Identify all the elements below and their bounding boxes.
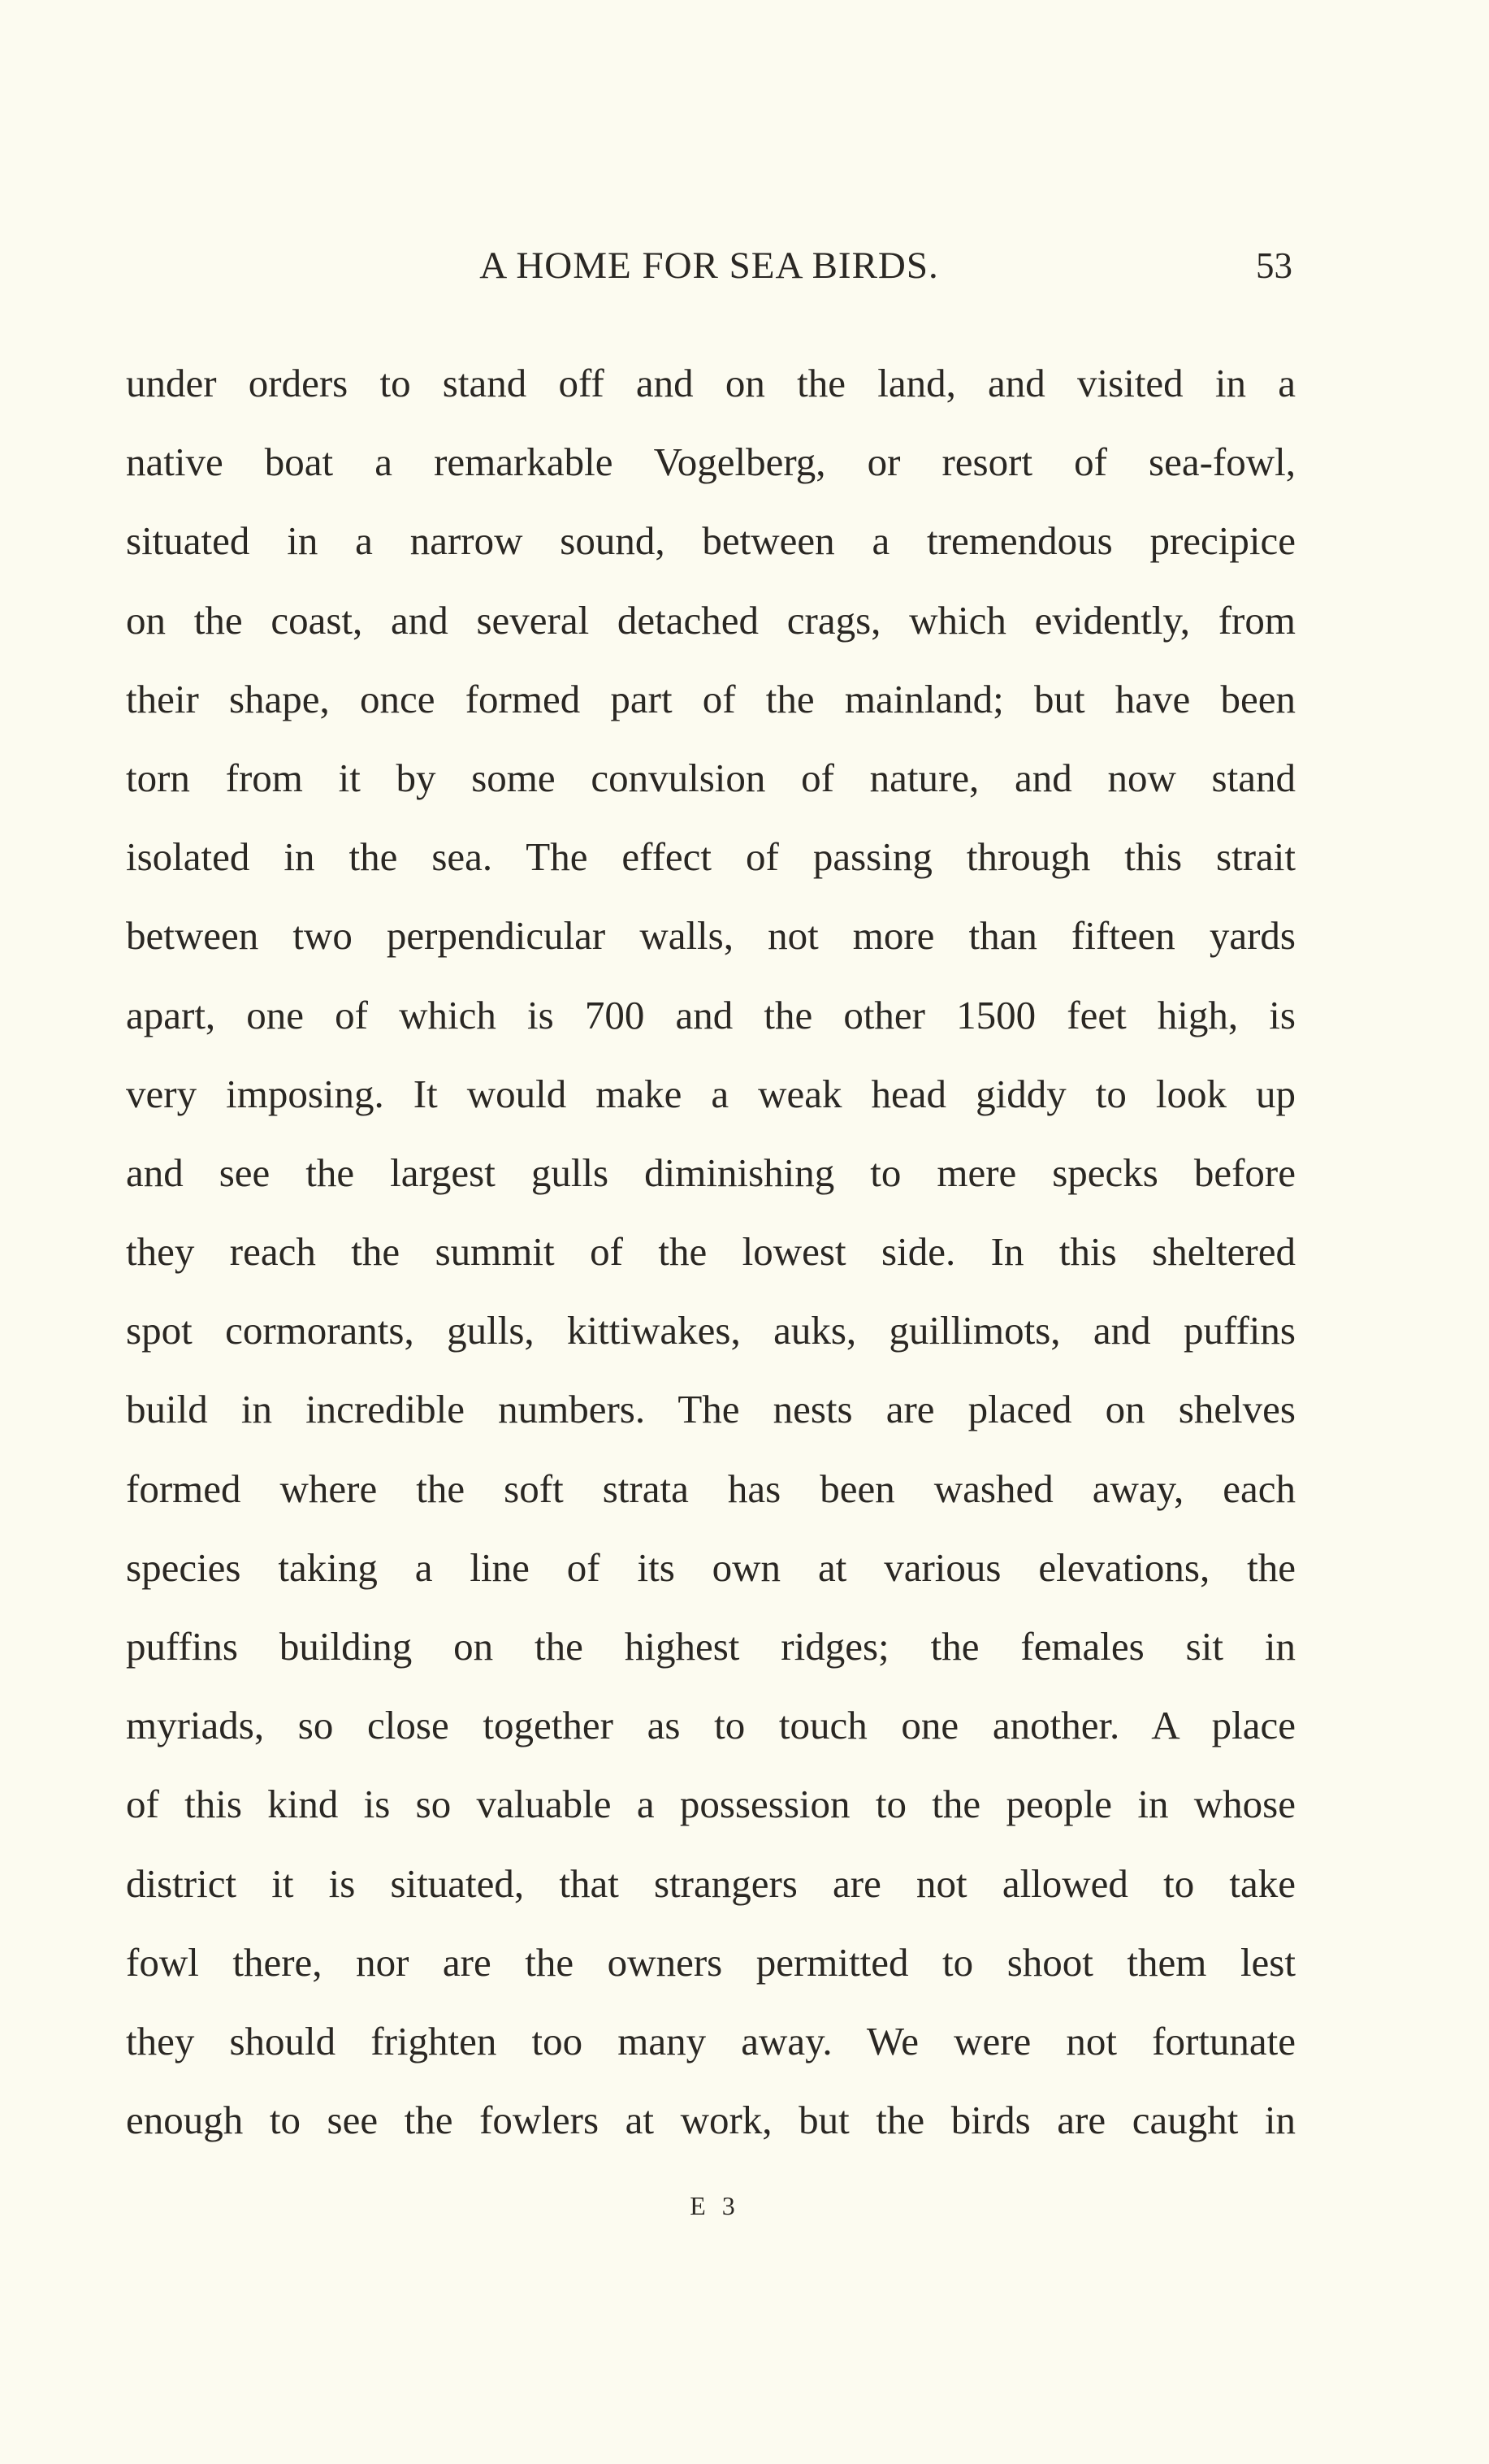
text-line: situated in a narrow sound, between a tremendous precipice: [126, 518, 1296, 564]
running-title: A HOME FOR SEA BIRDS.: [479, 245, 939, 287]
text-line: under orders to stand off and on the land, and visited in a: [126, 361, 1296, 405]
text-line: and see the largest gulls diminishing to mere specks before: [126, 1150, 1296, 1195]
text-line: native boat a remarkable Vogelberg, or resort of sea-fowl,: [126, 440, 1296, 485]
text-line: enough to see the fowlers at work, but the birds are caught in: [126, 2098, 1296, 2143]
text-line: of this kind is so valuable a possession to the people in whose: [126, 1782, 1296, 1827]
text-line: species taking a line of its own at various elevations, the: [126, 1544, 1296, 1590]
text-line: on the coast, and several detached crags, which evidently, from: [126, 597, 1296, 643]
text-line: formed where the soft strata has been washed away, each: [126, 1466, 1296, 1511]
text-line: between two perpendicular walls, not more than fifteen yards: [126, 913, 1296, 959]
text-line: torn from it by some convulsion of nature, and now stand: [126, 755, 1296, 800]
running-head: [126, 233, 1292, 298]
text-line: fowl there, nor are the owners permitted to shoot them lest: [126, 1939, 1296, 1985]
text-line: district it is situated, that strangers are not allowed to take: [126, 1860, 1296, 1906]
page-number: 53: [1256, 245, 1292, 286]
text-line: very imposing. It would make a weak head giddy to look up: [126, 1071, 1296, 1116]
text-line: spot cormorants, gulls, kittiwakes, auks, guillimots, and puffins: [126, 1308, 1296, 1353]
body-text: [126, 344, 1296, 2159]
text-line: they reach the summit of the lowest side. In this sheltered: [126, 1229, 1296, 1275]
text-line: isolated in the sea. The effect of passing through this strait: [126, 834, 1296, 880]
signature-mark: E 3: [690, 2191, 740, 2220]
text-line: puffins building on the highest ridges; the females sit in: [126, 1624, 1296, 1669]
text-line: their shape, once formed part of the mainland; but have been: [126, 676, 1296, 721]
text-line: apart, one of which is 700 and the other 1500 feet high, is: [126, 992, 1296, 1037]
text-line: myriads, so close together as to touch one another. A place: [126, 1703, 1296, 1748]
text-line: build in incredible numbers. The nests are placed on shelves: [126, 1387, 1296, 1432]
text-line: they should frighten too many away. We were not fortunate: [126, 2018, 1296, 2063]
